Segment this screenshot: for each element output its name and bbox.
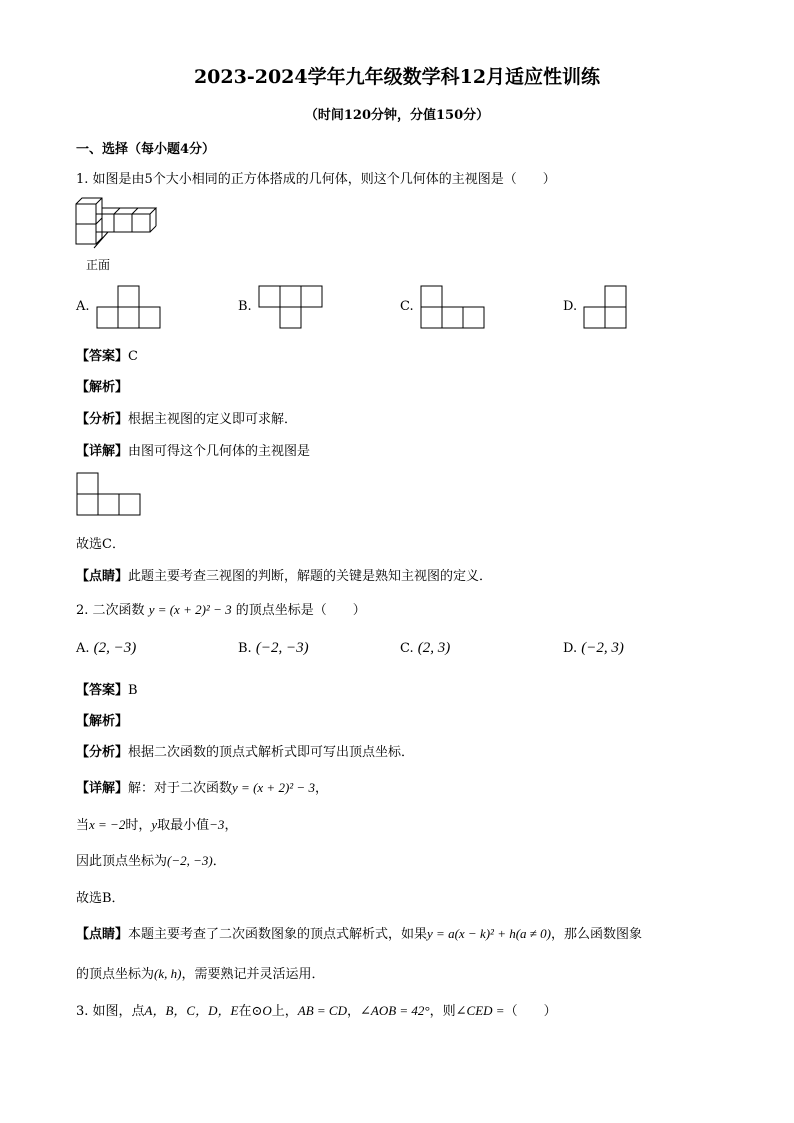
- q2-stem-end: 的顶点坐标是（ ）: [235, 603, 366, 618]
- q1-dianjing: 此题主要考查三视图的判断，解题的关键是熟知主视图的定义．: [128, 569, 493, 584]
- q1-stem: 1. 如图是由5个大小相同的正方体搭成的几何体，则这个几何体的主视图是（ ）: [76, 172, 556, 187]
- q2-option-a-value: (2, −3): [93, 640, 137, 656]
- q3-points: A，B，C，D，E: [144, 1003, 239, 1018]
- q3-stem-f: （ ）: [504, 1004, 557, 1019]
- q2-line2-min: −3: [209, 817, 225, 832]
- q2-line2-a: 当: [76, 818, 90, 833]
- q2-function-formula: y = (x + 2)² − 3: [148, 602, 232, 617]
- q2-dianjing2-vertex: (k, h): [154, 966, 182, 981]
- q2-xiangjie-tag: 【详解】: [76, 781, 129, 796]
- q2-dianjing-formula: y = a(x − k)² + h(a ≠ 0): [427, 926, 552, 941]
- q2-option-d-label: D.: [563, 641, 578, 656]
- q1-solution-figure: [76, 472, 142, 516]
- q1-option-a-label: A.: [76, 299, 90, 314]
- page-title: 2023-2024学年九年级数学科12月适应性训练: [193, 66, 601, 88]
- q2-option-b-label: B.: [238, 641, 252, 656]
- q2-option-d-value: (−2, 3): [581, 640, 624, 656]
- q1-fenxi: 根据主视图的定义即可求解．: [128, 412, 298, 427]
- q2-analysis-tag: 【解析】: [76, 714, 129, 729]
- q2-dianjing2-end: ，需要熟记并灵活运用．: [181, 967, 325, 982]
- q2-fenxi: 根据二次函数的顶点式解析式即可写出顶点坐标．: [128, 745, 415, 760]
- q1-option-c-figure: [420, 285, 486, 329]
- q3-stem-a: 3. 如图，点: [76, 1004, 145, 1019]
- q2-option-c-value: (2, 3): [417, 640, 451, 656]
- q1-option-a-figure: [96, 285, 162, 329]
- q2-conclusion: 故选B．: [76, 891, 125, 906]
- q1-fenxi-tag: 【分析】: [76, 412, 129, 427]
- q2-line2-c: 取最小值: [157, 818, 210, 833]
- q1-xiangjie-tag: 【详解】: [76, 444, 129, 459]
- q2-option-b-value: (−2, −3): [255, 640, 309, 656]
- q2-option-a-label: A.: [76, 641, 90, 656]
- q2-xiangjie-formula: y = (x + 2)² − 3: [232, 780, 315, 795]
- q1-answer-tag: 【答案】: [76, 349, 129, 364]
- q2-line3-vertex: (−2, −3): [167, 853, 213, 868]
- q1-option-b-figure: [258, 285, 324, 329]
- q2-line3-b: ．: [212, 854, 226, 869]
- q3-stem-b: 在: [238, 1004, 252, 1019]
- q2-xiangjie-end: ，: [314, 781, 328, 796]
- q1-option-b-label: B.: [238, 299, 252, 314]
- q1-dianjing-tag: 【点睛】: [76, 569, 129, 584]
- q1-option-d-label: D.: [563, 299, 578, 314]
- q2-line3-a: 因此顶点坐标为: [76, 854, 168, 869]
- q2-option-c-label: C.: [400, 641, 414, 656]
- q2-dianjing2-start: 的顶点坐标为: [76, 967, 155, 982]
- q3-circle: ⊙O: [251, 1003, 272, 1018]
- q1-analysis-tag: 【解析】: [76, 380, 129, 395]
- q3-ask: ∠CED =: [455, 1003, 505, 1018]
- q1-option-d-figure: [583, 285, 629, 329]
- q1-conclusion: 故选C．: [76, 537, 125, 552]
- q1-option-c-label: C.: [400, 299, 414, 314]
- page-subtitle: （时间120分钟，分值150分）: [304, 108, 490, 123]
- q2-answer: B: [128, 683, 138, 698]
- q2-fenxi-tag: 【分析】: [76, 745, 129, 760]
- q2-dianjing-end: ，那么函数图象: [551, 927, 643, 942]
- q2-line2-y: y: [151, 817, 158, 832]
- q3-stem-e: ，则: [429, 1004, 456, 1019]
- section-heading: 一、选择（每小题4分）: [76, 142, 216, 157]
- q3-stem-d: ，: [346, 1004, 360, 1019]
- q1-answer: C: [128, 349, 138, 364]
- q2-line2-b: 时，: [125, 818, 152, 833]
- q2-line2-d: ，: [224, 818, 238, 833]
- q2-stem-start: 2. 二次函数: [76, 603, 145, 618]
- q3-stem-c: 上，: [271, 1004, 298, 1019]
- q2-line2-x: x = −2: [89, 817, 126, 832]
- q1-cube-figure: [74, 196, 154, 248]
- front-label: 正面: [86, 258, 111, 272]
- q2-answer-tag: 【答案】: [76, 683, 129, 698]
- q3-condition-1: AB = CD: [297, 1003, 347, 1018]
- q2-xiangjie-start: 解：对于二次函数: [128, 781, 233, 796]
- q2-dianjing-start: 本题主要考查了二次函数图象的顶点式解析式，如果: [128, 927, 428, 942]
- q3-condition-2: ∠AOB = 42°: [359, 1003, 430, 1018]
- q1-xiangjie: 由图可得这个几何体的主视图是: [128, 444, 311, 459]
- q2-dianjing-tag: 【点睛】: [76, 927, 129, 942]
